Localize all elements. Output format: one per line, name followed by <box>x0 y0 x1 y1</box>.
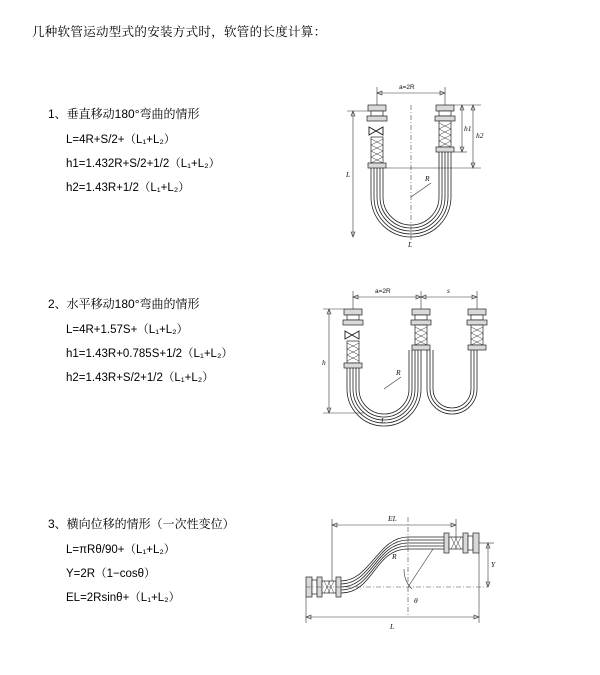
section-1-text <box>48 105 308 203</box>
figure-1-label-radius: R <box>425 174 430 183</box>
figure-horizontal-180 <box>305 277 505 437</box>
section-1-formula-1: L=4R+S/2+（L₁+L₂） <box>66 134 176 146</box>
figure-2-drawing <box>305 277 505 437</box>
figure-3-label-right: Y <box>491 560 496 569</box>
figure-1-label-bottom: L <box>408 240 413 249</box>
figure-1-label-height: L <box>346 170 351 179</box>
figure-1-label-top: a=2R <box>399 84 415 91</box>
section-3-formula-3: EL=2Rsinθ+（L₁+L₂） <box>66 592 181 604</box>
figure-2-label-top: a=2R <box>375 288 391 295</box>
section-3-title: 3、横向位移的情形（一次性变位） <box>48 517 235 531</box>
section-2-formula-2: h1=1.43R+0.785S+1/2（L₁+L₂） <box>66 348 233 360</box>
section-3-formula-2: Y=2R（1−cosθ） <box>66 568 156 580</box>
figure-2-label-bottom: L <box>381 416 386 425</box>
figure-1-label-h2: h2 <box>476 131 484 140</box>
section-1-formula-3: h2=1.43R+1/2（L₁+L₂） <box>66 182 190 194</box>
section-1-title: 1、垂直移动180°弯曲的情形 <box>48 107 200 121</box>
figure-2-label-radius: R <box>396 368 401 377</box>
figure-vertical-180 <box>305 75 505 265</box>
figure-3-label-angle: θ <box>414 596 418 605</box>
figure-3-label-top: EL <box>388 514 397 523</box>
figure-2-label-left: h <box>322 358 326 367</box>
figure-1-label-h1: h1 <box>464 124 472 133</box>
section-2-formula-3: h2=1.43R+S/2+1/2（L₁+L₂） <box>66 372 214 384</box>
section-2-formula-1: L=4R+1.57S+（L₁+L₂） <box>66 324 189 336</box>
figure-3-label-radius: R <box>392 552 397 561</box>
section-3-text <box>48 515 308 613</box>
section-3-formula-1: L=πRθ/90+（L₁+L₂） <box>66 544 176 556</box>
section-1-formula-2: h1=1.432R+S/2+1/2（L₁+L₂） <box>66 158 221 170</box>
figure-3-drawing <box>292 507 502 642</box>
figure-1-drawing <box>305 75 505 265</box>
figure-3-label-bottom: L <box>390 622 395 631</box>
section-2-text <box>48 295 308 393</box>
section-2-title: 2、水平移动180°弯曲的情形 <box>48 297 200 311</box>
figure-2-label-top2: s <box>447 286 450 295</box>
page-title: 几种软管运动型式的安装方式时，软管的长度计算： <box>32 25 327 39</box>
figure-lateral-offset <box>292 507 502 642</box>
